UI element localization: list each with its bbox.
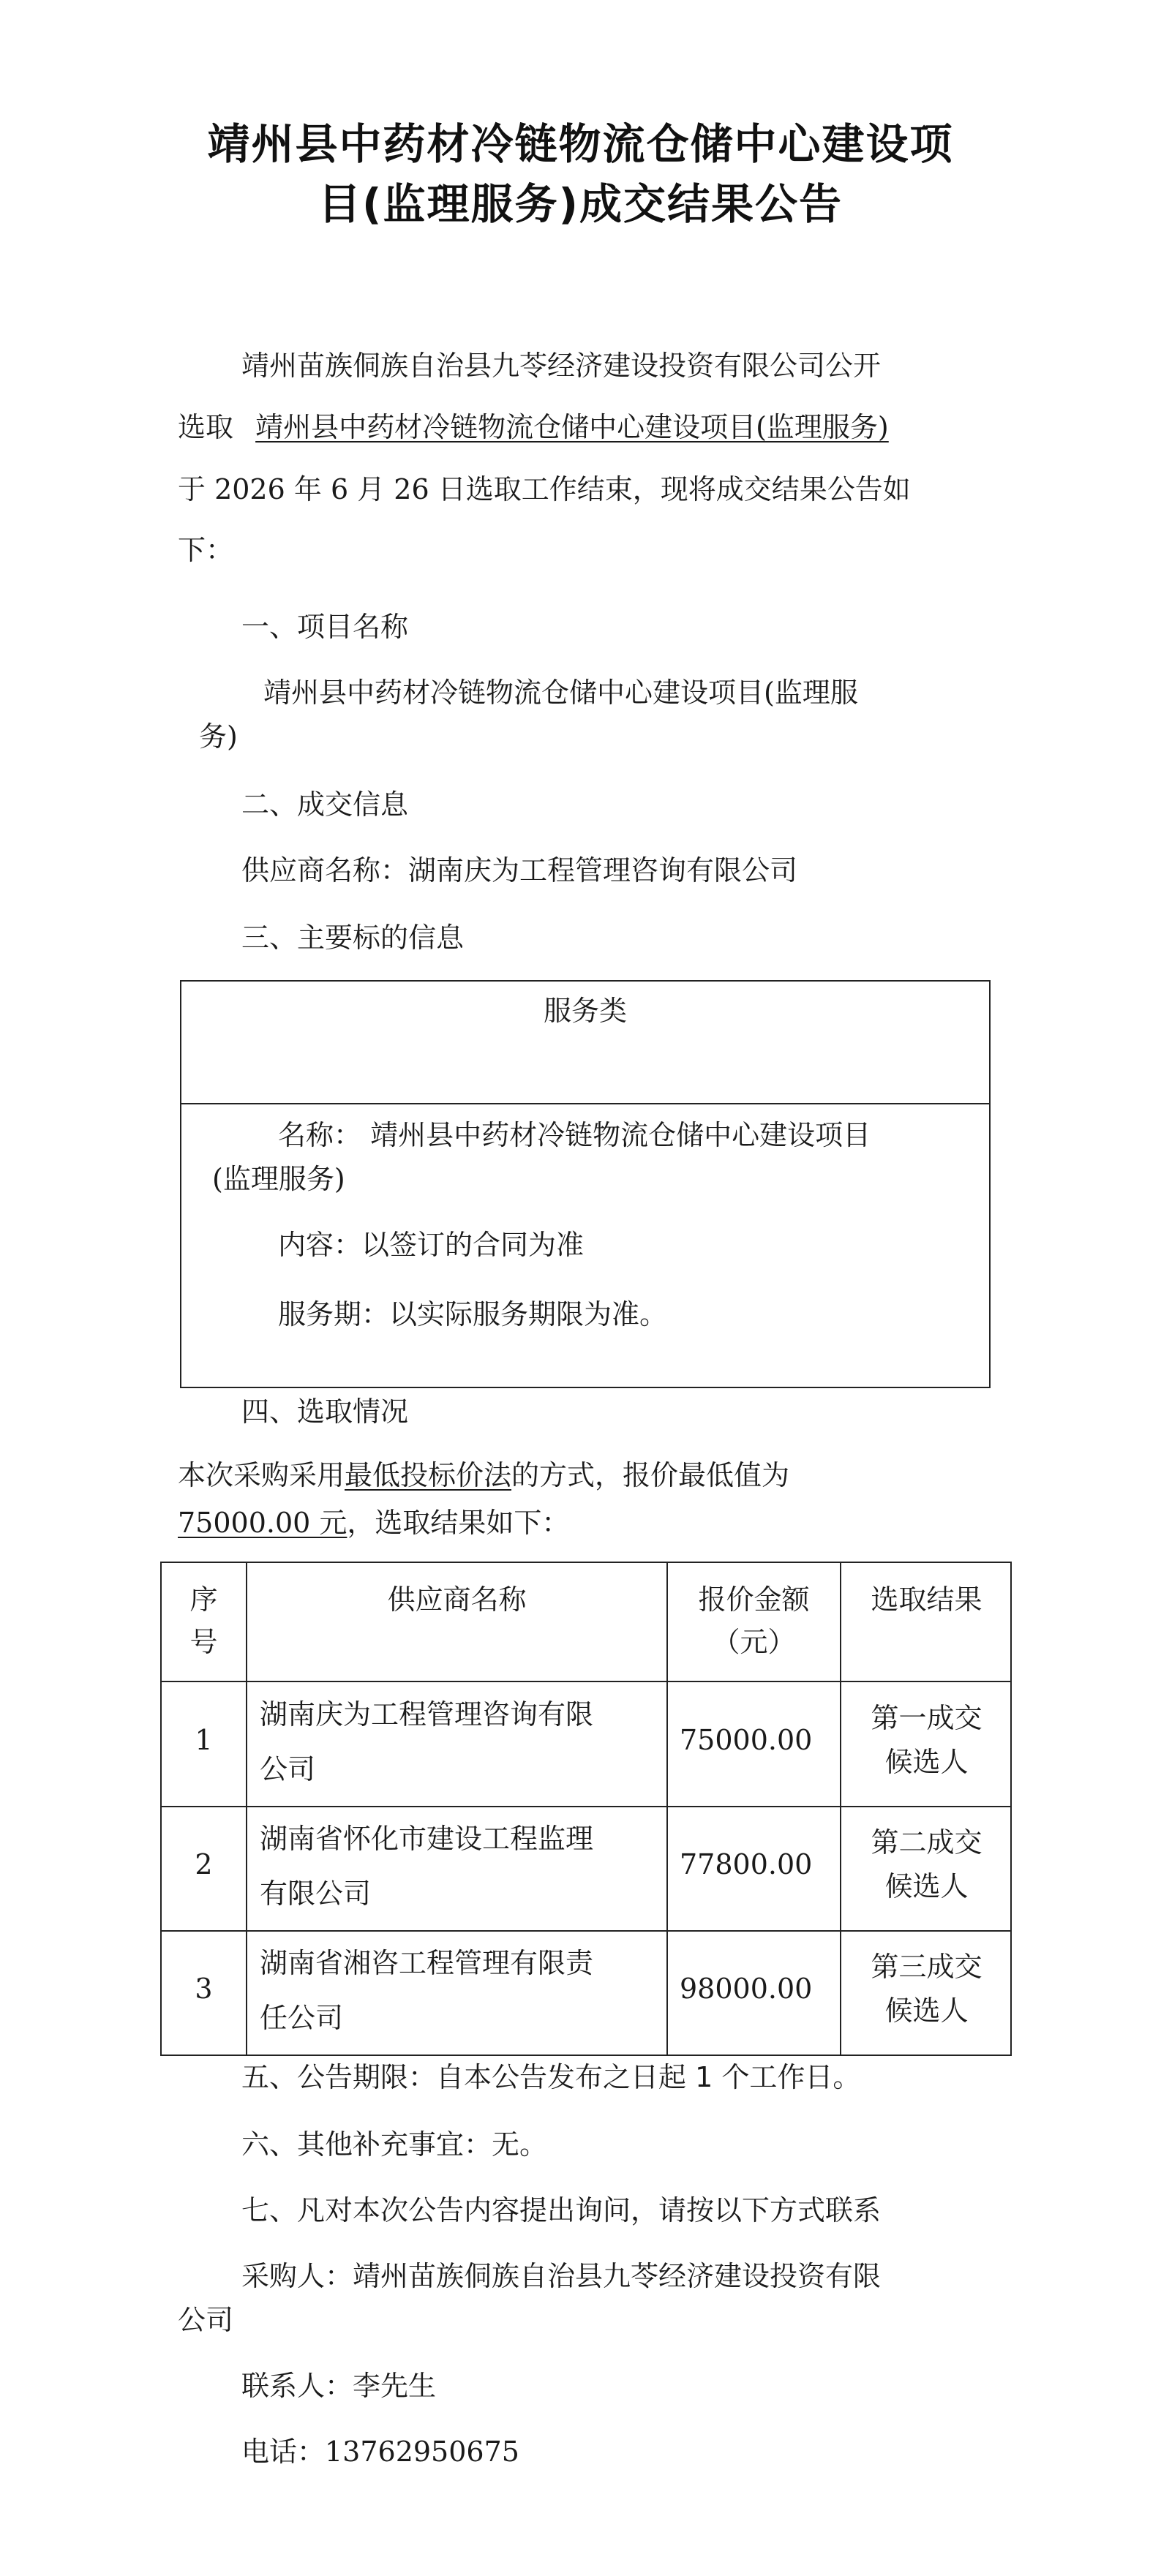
row-price: 77800.00 (680, 1848, 813, 1880)
row-result-line-1: 第三成交 (871, 1951, 982, 1983)
intro-line-4: 下： (178, 534, 234, 566)
row-result-line-2: 候选人 (884, 1746, 969, 1778)
selection-method-name: 最低投标价法 (345, 1459, 512, 1491)
row-result-line-2: 候选人 (884, 1995, 969, 2027)
row-result-line-2: 候选人 (884, 1870, 969, 1902)
section-1-project-line-1: 靖州县中药材冷链物流仓储中心建设项目(监理服 (263, 677, 858, 709)
row-result-line-1: 第二成交 (871, 1826, 982, 1858)
selection-method-line (178, 1459, 789, 1493)
contact-person: 联系人：李先生 (241, 2370, 437, 2402)
subject-info-header: 服务类 (543, 995, 627, 1027)
table-header-no-1: 序 (189, 1583, 218, 1616)
table-header-price-2: （元） (712, 1626, 796, 1658)
subject-name-line-1: 名称： 靖州县中药材冷链物流仓储中心建设项目 (278, 1119, 871, 1151)
row-supplier-line-1: 湖南省怀化市建设工程监理 (260, 1823, 594, 1855)
table-header-no-2: 号 (189, 1626, 218, 1658)
table-header-supplier: 供应商名称 (387, 1583, 527, 1616)
row-number: 3 (195, 1973, 213, 2005)
intro-line-3: 于 2026 年 6 月 26 日选取工作结束，现将成交结果公告如 (178, 473, 911, 505)
subject-content: 内容：以签订的合同为准 (278, 1229, 585, 1261)
row-supplier-line-1: 湖南省湘咨工程管理有限责 (260, 1947, 594, 1979)
buyer-line-2: 公司 (178, 2304, 234, 2336)
table-header-price-1: 报价金额 (698, 1583, 810, 1616)
selection-method-suffix: 的方式，报价最低值为 (511, 1459, 790, 1491)
section-4-heading: 四、选取情况 (241, 1396, 409, 1428)
section-7-heading: 七、凡对本次公告内容提出询问，请按以下方式联系 (241, 2194, 882, 2226)
lowest-price-suffix: ，选取结果如下： (347, 1507, 570, 1539)
intro-line-1: 靖州苗族侗族自治县九苓经济建设投资有限公司公开 (241, 350, 882, 382)
supplier-name: 供应商名称：湖南庆为工程管理咨询有限公司 (241, 854, 798, 886)
section-2-heading: 二、成交信息 (241, 788, 409, 821)
contact-phone: 电话：13762950675 (241, 2436, 519, 2468)
row-supplier-line-2: 任公司 (260, 2002, 344, 2034)
table-col-divider (246, 1562, 247, 2056)
row-result-line-1: 第一成交 (871, 1702, 982, 1734)
row-price: 75000.00 (680, 1724, 813, 1756)
row-number: 2 (195, 1848, 213, 1880)
table-row-divider (160, 1806, 1012, 1807)
selection-method-prefix: 本次采购采用 (178, 1459, 345, 1491)
table-header-result: 选取结果 (871, 1583, 982, 1616)
section-3-heading: 三、主要标的信息 (241, 922, 465, 954)
row-supplier-line-2: 公司 (260, 1753, 316, 1785)
intro-project-name: 靖州县中药材冷链物流仓储中心建设项目(监理服务) (255, 411, 889, 443)
subject-name-line-2: (监理服务) (212, 1163, 345, 1195)
row-supplier-line-2: 有限公司 (260, 1878, 372, 1910)
page-title-line-2: 目(监理服务)成交结果公告 (318, 179, 843, 229)
table-row-divider (160, 1681, 1012, 1682)
lowest-price-amount: 75000.00 元 (178, 1507, 347, 1539)
subject-service-period: 服务期：以实际服务期限为准。 (278, 1298, 668, 1330)
section-1-project-line-2: 务) (199, 720, 238, 753)
intro-select-label: 选取 (178, 411, 234, 443)
row-number: 1 (195, 1724, 213, 1756)
other-matters: 六、其他补充事宜：无。 (241, 2128, 548, 2161)
page-title-line-1: 靖州县中药材冷链物流仓储中心建设项 (207, 119, 954, 169)
notice-period: 五、公告期限：自本公告发布之日起 1 个工作日。 (241, 2061, 861, 2093)
intro-line-2 (178, 411, 889, 445)
section-1-heading: 一、项目名称 (241, 611, 409, 643)
buyer-line-1: 采购人：靖州苗族侗族自治县九苓经济建设投资有限 (241, 2260, 882, 2292)
row-price: 98000.00 (680, 1973, 813, 2005)
table-row-divider (160, 1930, 1012, 1932)
lowest-price-line (178, 1507, 569, 1540)
row-supplier-line-1: 湖南庆为工程管理咨询有限 (260, 1698, 594, 1730)
subject-info-divider (180, 1103, 991, 1104)
